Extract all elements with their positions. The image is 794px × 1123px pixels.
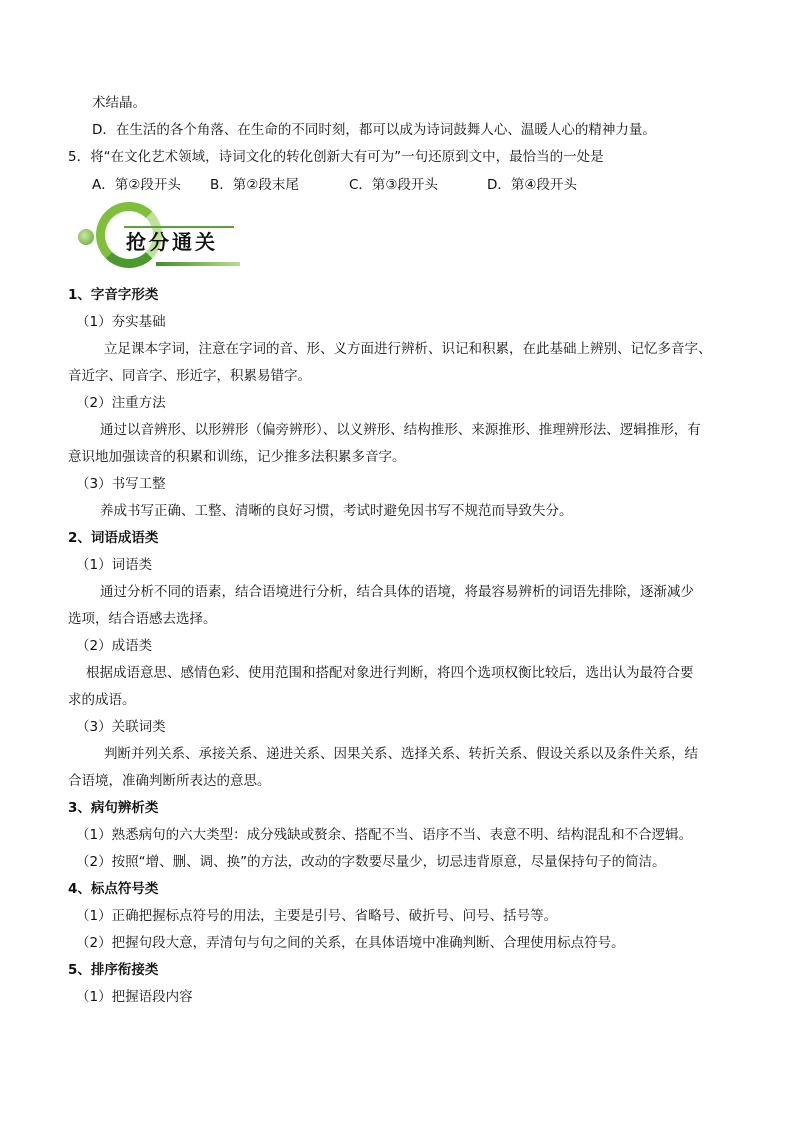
option-a: A．第②段开头 xyxy=(92,177,181,193)
paragraph-line: 意识地加强读音的积累和训练，记少推多法积累多音字。 xyxy=(68,449,406,465)
text-line: 术结晶。 xyxy=(92,95,146,111)
paragraph-line: 选项，结合语感去选择。 xyxy=(68,611,217,627)
section-banner xyxy=(78,200,258,280)
paragraph-line: 判断并列关系、承接关系、递进关系、因果关系、选择关系、转折关系、假设关系以及条件关系，结 xyxy=(104,746,698,762)
heading-3: 3、病句辨析类 xyxy=(68,800,159,816)
paragraph-line: （2）把握句段大意，弄清句与句之间的关系，在具体语境中准确判断、合理使用标点符号。 xyxy=(76,935,625,951)
option-c: C．第③段开头 xyxy=(349,177,439,193)
heading-5: 5、排序衔接类 xyxy=(68,962,159,978)
paragraph-line: 音近字、同音字、形近字，积累易错字。 xyxy=(68,368,311,384)
section-title: 抢分通关 xyxy=(126,230,218,254)
paragraph-line: （2）按照“增、删、调、换”的方法，改动的字数要尽量少，切忌违背原意，尽量保持句子的简洁。 xyxy=(76,854,666,870)
heading-4: 4、标点符号类 xyxy=(68,881,159,897)
option-b: B．第②段末尾 xyxy=(210,177,299,193)
heading-1: 1、字音字形类 xyxy=(68,287,159,303)
heading-2: 2、词语成语类 xyxy=(68,530,159,546)
subheading: （1）词语类 xyxy=(76,557,153,573)
paragraph-line: 合语境，准确判断所表达的意思。 xyxy=(68,773,271,789)
paragraph-line: （1）正确把握标点符号的用法，主要是引号、省略号、破折号、问号、括号等。 xyxy=(76,908,558,924)
subheading: （3）关联词类 xyxy=(76,719,166,735)
option-d-line: D．在生活的各个角落、在生命的不同时刻，都可以成为诗词鼓舞人心、温暖人心的精神力量。 xyxy=(92,122,656,138)
paragraph-line: 求的成语。 xyxy=(68,692,136,708)
subheading: （2）注重方法 xyxy=(76,395,166,411)
paragraph-line: 根据成语意思、感情色彩、使用范围和搭配对象进行判断，将四个选项权衡比较后，选出认为最符合要 xyxy=(86,665,694,681)
paragraph-line: 通过分析不同的语素，结合语境进行分析，结合具体的语境，将最容易辨析的词语先排除，逐渐减少 xyxy=(100,584,694,600)
paragraph-line: （1）熟悉病句的六大类型：成分残缺或赘余、搭配不当、语序不当、表意不明、结构混乱和不合逻辑。 xyxy=(76,827,693,843)
paragraph-line: 通过以音辨形、以形辨形（偏旁辨形）、以义辨形、结构推形、来源推形、推理辨形法、逻辑推形，有 xyxy=(100,422,701,438)
paragraph-line: 立足课本字词，注意在字词的音、形、义方面进行辨析、识记和积累，在此基础上辨别、记忆多音字、 xyxy=(104,341,712,357)
subheading: （1）把握语段内容 xyxy=(76,989,193,1005)
option-d: D．第④段开头 xyxy=(487,177,577,193)
subheading: （1）夯实基础 xyxy=(76,314,166,330)
subheading: （2）成语类 xyxy=(76,638,153,654)
paragraph-line: 养成书写正确、工整、清晰的良好习惯，考试时避免因书写不规范而导致失分。 xyxy=(100,503,573,519)
subheading: （3）书写工整 xyxy=(76,476,166,492)
banner-dot-icon xyxy=(78,229,94,245)
question-5: 5．将“在文化艺术领域，诗词文化的转化创新大有可为”一句还原到文中，最恰当的一处是 xyxy=(68,149,604,165)
